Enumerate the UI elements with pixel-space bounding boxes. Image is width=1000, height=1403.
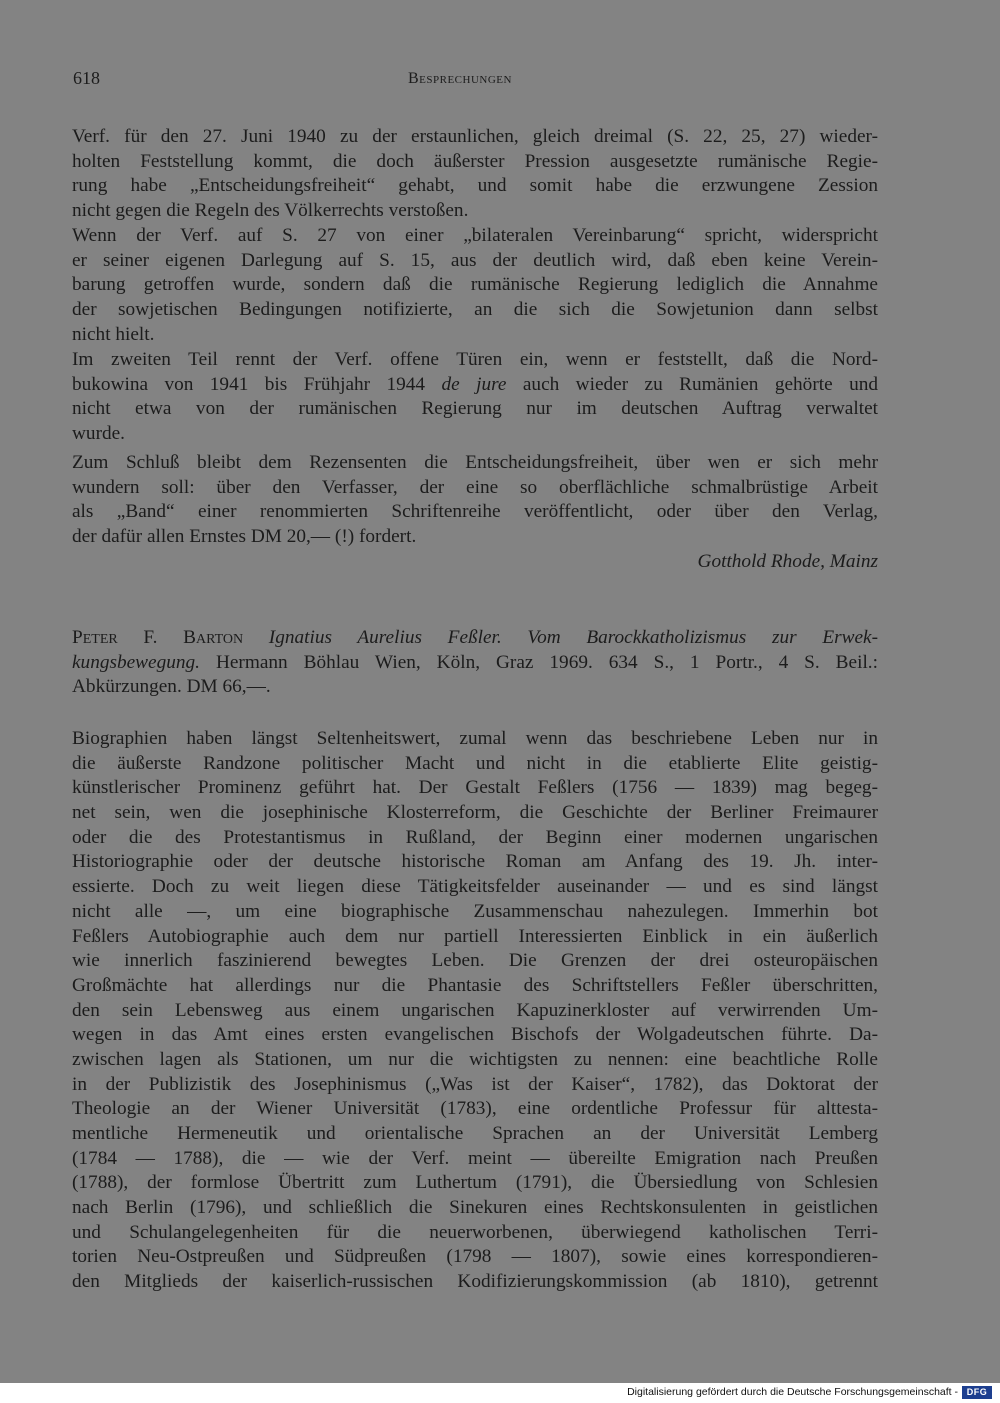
digitization-footer bbox=[0, 1383, 1000, 1403]
text-line: wurde. bbox=[72, 423, 126, 445]
text-line: nicht etwa von der rumänischen Regierung nur im deutschen Auftrag verwaltet bbox=[72, 398, 878, 420]
text-line: wundern soll: über den Verfasser, der eine so oberflächliche schmalbrüstige Arbeit bbox=[72, 476, 878, 498]
text-line: zwischen lagen als Stationen, um nur die wichtigsten zu nennen: eine beachtliche Rolle bbox=[72, 1048, 878, 1070]
review-1-paragraph-3 bbox=[72, 348, 878, 447]
text-line: torien Neu-Ostpreußen und Südpreußen (1798 — 1807), sowie eines korrespondieren- bbox=[72, 1246, 878, 1268]
text-line: wegen in das Amt eines ersten evangelischen Bischofs der Wolgadeutschen führte. Da- bbox=[72, 1024, 878, 1046]
page-header bbox=[73, 68, 878, 94]
text-line: in der Publizistik des Josephinismus („Was ist der Kaiser“, 1782), das Doktorat der bbox=[72, 1073, 878, 1095]
text-line: barung getroffen wurde, sondern daß die rumänische Regierung lediglich die Annahme bbox=[72, 274, 878, 296]
text-line: (1784 — 1788), die — wie der Verf. meint — übereilte Emigration nach Preußen bbox=[72, 1147, 878, 1169]
text-line: den sein Lebensweg aus einem ungarischen Kapuzinerkloster auf verwirrenden Um- bbox=[72, 999, 878, 1021]
text-line: rung habe „Entscheidungsfreiheit“ gehabt, und somit habe die erzwungene Zession bbox=[72, 175, 878, 197]
text-line: Wenn der Verf. auf S. 27 von einer „bilateralen Vereinbarung“ spricht, widerspricht bbox=[72, 225, 878, 246]
text-line: Feßlers Autobiographie auch dem nur partiell Interessierten Einblick in ein äußerlich bbox=[72, 925, 878, 947]
running-head: Besprechungen bbox=[408, 70, 512, 87]
text-line: oder die des Protestantismus in Rußland, der Beginn einer modernen ungarischen bbox=[72, 826, 878, 848]
review-1-paragraph-4 bbox=[72, 451, 878, 550]
text-line: der sowjetischen Bedingungen notifizierte, an die sich die Sowjetunion dann selbst bbox=[72, 299, 878, 321]
book-title: Ignatius Aurelius Feßler. Vom Barockkatholizismus zur Erwek- bbox=[268, 627, 878, 648]
text-line: und Schulangelegenheiten für die neuerworbenen, überwiegend katholischen Terri- bbox=[72, 1221, 878, 1243]
review-1-paragraph-2 bbox=[72, 224, 878, 347]
review-1-paragraph-1 bbox=[72, 125, 878, 224]
italic-phrase: de jure bbox=[441, 373, 507, 395]
text-line: holten Feststellung kommt, die doch äußerster Pression ausgesetzte rumänische Regie- bbox=[72, 150, 878, 172]
text-line: essierte. Doch zu weit liegen diese Tätigkeitsfelder auseinander — und es sind längst bbox=[72, 876, 878, 898]
reference-line-1 bbox=[72, 626, 878, 651]
reference-line-3: Abkürzungen. DM 66,—. bbox=[72, 676, 271, 698]
text-line italic-phrase-line: bukowina von 1941 bis Frühjahr 1944 de jure auch wieder zu Rumänien gehörte und bbox=[72, 373, 878, 395]
text-line: die äußerste Randzone politischer Macht und nicht in die etablierte Elite geistig- bbox=[72, 752, 878, 774]
book-reference bbox=[72, 626, 878, 700]
text-line: den Mitglieds der kaiserlich-russischen Kodifizierungskommission (ab 1810), getrennt bbox=[72, 1271, 878, 1293]
text-line: Zum Schluß bleibt dem Rezensenten die Entscheidungsfreiheit, über wen er sich mehr bbox=[72, 452, 878, 473]
text-line: net sein, wen die josephinische Klosterreform, die Geschichte der Berliner Freimaurer bbox=[72, 802, 878, 824]
text-line: der dafür allen Ernstes DM 20,— (!) fordert. bbox=[72, 526, 417, 548]
text-line: (1788), der formlose Übertritt zum Luthertum (1791), die Übersiedlung von Schlesien bbox=[72, 1172, 878, 1194]
text-line: Großmächte hat allerdings nur die Phantasie des Schriftstellers Feßler überschritten, bbox=[72, 974, 878, 996]
dfg-logo: DFG bbox=[962, 1386, 992, 1399]
book-publisher: Hermann Böhlau Wien, Köln, Graz 1969. 634 S., 1 Portr., 4 S. Beil.: bbox=[215, 651, 878, 673]
text-line: er seiner eigenen Darlegung auf S. 15, aus der deutlich wird, daß eben keine Verein- bbox=[72, 249, 878, 271]
text-line: nicht alle —, um eine biographische Zusammenschau nahezulegen. Immerhin bot bbox=[72, 900, 878, 922]
funding-credit: Digitalisierung gefördert durch die Deutsche Forschungsgemeinschaft - bbox=[627, 1386, 958, 1398]
text-line: mentliche Hermeneutik und orientalische Sprachen an der Universität Lemberg bbox=[72, 1123, 878, 1144]
review-2-body bbox=[72, 727, 878, 1295]
text-line: Verf. für den 27. Juni 1940 zu der erstaunlichen, gleich dreimal (S. 22, 25, 27) wieder- bbox=[72, 126, 878, 147]
text-line: künstlerischer Prominenz geführt hat. Der Gestalt Feßlers (1756 — 1839) mag begeg- bbox=[72, 777, 878, 799]
text-line: Biographien haben längst Seltenheitswert, zumal wenn das beschriebene Leben nur in bbox=[72, 728, 878, 749]
text-line: wie innerlich faszinierend bewegtes Leben. Die Grenzen der drei osteuropäischen bbox=[72, 950, 878, 972]
text-line: nach Berlin (1796), und schließlich die Sinekuren eines Rechtskonsulenten in geistlichen bbox=[72, 1197, 878, 1219]
text-line: als „Band“ einer renommierten Schriftenreihe veröffentlicht, oder über den Verlag, bbox=[72, 501, 878, 523]
text-line: Im zweiten Teil rennt der Verf. offene Türen ein, wenn er feststellt, daß die Nord- bbox=[72, 349, 878, 370]
page-number: 618 bbox=[73, 68, 100, 88]
text-line: Theologie an der Wiener Universität (1783), eine ordentliche Professur für alttesta- bbox=[72, 1098, 878, 1120]
text-line: nicht hielt. bbox=[72, 323, 155, 345]
book-title-continued: kungsbewegung. bbox=[72, 651, 200, 673]
reference-line-2 bbox=[72, 651, 878, 676]
text-line: Historiographie oder der deutsche historische Roman am Anfang des 19. Jh. inter- bbox=[72, 851, 878, 873]
reviewer-signature: Gotthold Rhode, Mainz bbox=[697, 551, 878, 572]
text-line: nicht gegen die Regeln des Völkerrechts verstoßen. bbox=[72, 200, 469, 222]
book-author: Peter F. Barton bbox=[72, 627, 244, 648]
